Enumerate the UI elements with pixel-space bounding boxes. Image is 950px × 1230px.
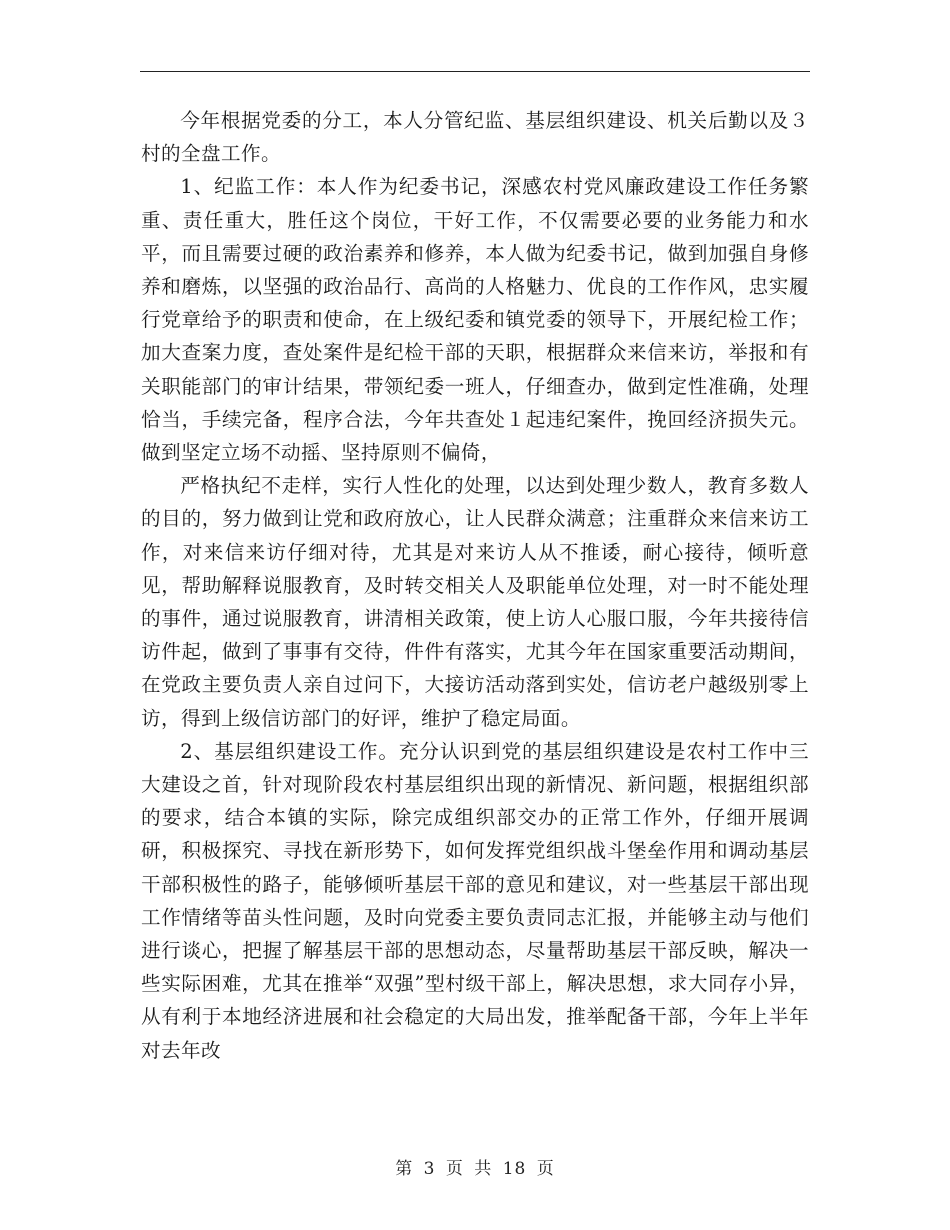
header-rule (140, 71, 810, 72)
document-body (141, 104, 809, 1067)
paragraph-grassroots-organization: 2、基层组织建设工作。充分认识到党的基层组织建设是农村工作中三大建设之首，针对现阶段农村基层组织出现的新情况、新问题，根据组织部的要求，结合本镇的实际，除完成组织部交办的正常工作外，仔细开展调研，积极探究、寻找在新形势下，如何发挥党组织战斗堡垒作用和调动基层干部积极性的路子，能够倾听基层干部的意见和建议，对一些基层干部出现工作情绪等苗头性问题，及时向党委主要负责同志汇报，并能够主动与他们进行谈心，把握了解基层干部的思想动态，尽量帮助基层干部反映，解决一些实际困难，尤其在推举“双强”型村级干部上，解决思想，求大同存小异，从有利于本地经济进展和社会稳定的大局出发，推举配备干部，今年上半年对去年改 (141, 739, 809, 1062)
paragraph-strict-discipline: 严格执纪不走样，实行人性化的处理，以达到处理少数人，教育多数人的目的，努力做到让党和政府放心，让人民群众满意；注重群众来信来访工作，对来信来访仔细对待，尤其是对来访人从不推诿，耐心接待，倾听意见，帮助解释说服教育，及时转交相关人及职能单位处理，对一时不能处理的事件，通过说服教育，讲清相关政策，使上访人心服口服，今年共接待信访件起，做到了事事有交待，件件有落实，尤其今年在国家重要活动期间，在党政主要负责人亲自过问下，大接访活动落到实处，信访老户越级别零上访，得到上级信访部门的好评，维护了稳定局面。 (141, 474, 809, 730)
page-number: 第 3 页 共 18 页 (395, 1159, 555, 1179)
paragraph-discipline-work: 1、纪监工作：本人作为纪委书记，深感农村党风廉政建设工作任务繁重、责任重大，胜任这个岗位，干好工作，不仅需要必要的业务能力和水平，而且需要过硬的政治素养和修养，本人做为纪委书记，做到加强自身修养和磨炼，以坚强的政治品行、高尚的人格魅力、优良的工作作风，忠实履行党章给予的职责和使命，在上级纪委和镇党委的领导下，开展纪检工作；加大查案力度，查处案件是纪检干部的天职，根据群众来信来访，举报和有关职能部门的审计结果，带领纪委一班人，仔细查办，做到定性准确，处理恰当，手续完备，程序合法，今年共查处１起违纪案件，挽回经济损失元。做到坚定立场不动摇、坚持原则不偏倚， (141, 175, 809, 465)
paragraph-intro: 今年根据党委的分工，本人分管纪监、基层组织建设、机关后勤以及３村的全盘工作。 (141, 109, 809, 166)
